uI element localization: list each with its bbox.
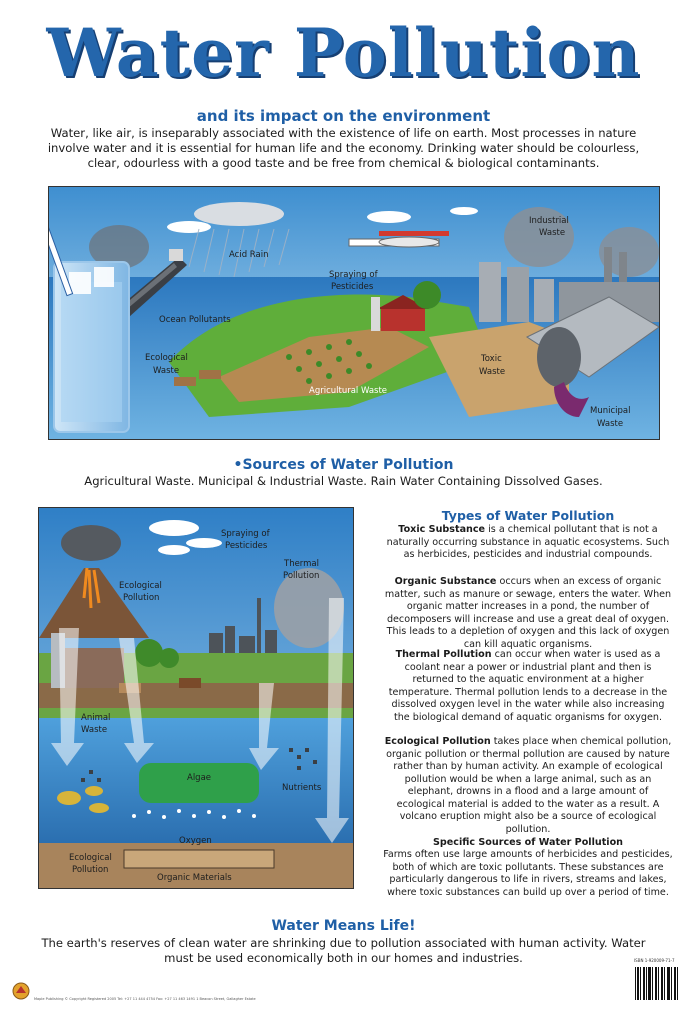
organic-materials-box: [124, 850, 274, 868]
water-means-life-heading: Water Means Life!: [271, 918, 416, 934]
cloud: [194, 202, 284, 226]
ecological-pollution-paragraph: [383, 736, 673, 836]
tree: [159, 648, 179, 668]
barn: [381, 307, 425, 331]
label-ecological-pollution-bottom: Pollution: [72, 865, 109, 875]
label-algae: Algae: [187, 773, 212, 783]
tree: [135, 639, 163, 667]
silo: [371, 297, 380, 331]
poster-title: Water Pollution: [46, 14, 641, 92]
pollution-cycle-svg: [39, 508, 353, 888]
specific-sources-text: Farms often use large amounts of herbicides and pesticides, both of which are toxic pollutants. These substances are particularly dangerous to life in rivers, streams and lakes, where toxic substances can build up over a period of time.: [383, 849, 673, 898]
label-ecological: Ecological: [119, 581, 162, 591]
isbn-barcode: [634, 958, 680, 1006]
thermal-pollution-term: Thermal Pollution: [395, 649, 492, 660]
cloud: [167, 221, 211, 233]
thermal-pollution-paragraph: [383, 649, 673, 724]
toxic-substance-term: Toxic Substance: [398, 524, 486, 535]
water-means-life-text: The earth's reserves of clean water are shrinking due to pollution associated with human activity. Water must be used economically both in our homes and industries.: [41, 936, 646, 965]
organic-substance-paragraph: [383, 576, 673, 651]
organic-substance-term: Organic Substance: [394, 576, 497, 587]
ecological-pollution-term: Ecological Pollution: [384, 736, 491, 747]
sources-text: Agricultural Waste. Municipal & Industrial Waste. Rain Water Containing Dissolved Gases.: [84, 474, 603, 488]
label-acid-rain: Acid Rain: [229, 250, 269, 260]
label-animal: Animal: [81, 713, 111, 723]
cloud: [149, 520, 199, 536]
isbn-text: ISBN 1-920009-71-7: [634, 958, 675, 963]
label-spraying: Spraying of: [329, 270, 378, 280]
environment-illustration: [48, 186, 660, 440]
label-organic-materials: Organic Materials: [157, 873, 232, 883]
label-industrial-waste: Waste: [539, 228, 566, 238]
toxic-substance-paragraph: [383, 524, 673, 562]
label-agricultural-waste: Agricultural Waste: [309, 386, 388, 396]
thermal-pollution-text: can occur when water is used as a coolant near a power or industrial plant and then is returned to the aquatic environment at a higher temperature. Thermal pollution lends to a decrease in the dissolved oxygen level in the water while also increasing the biological demand of aquatic organisms for oxygen.: [388, 649, 668, 723]
cloud: [450, 207, 478, 215]
pollution-cycle-illustration: [38, 507, 354, 889]
label-nutrients: Nutrients: [282, 783, 322, 793]
volcano-smoke: [61, 525, 121, 561]
cloud: [186, 538, 222, 548]
poster-subtitle: and its impact on the environment: [196, 107, 491, 125]
label-oxygen: Oxygen: [179, 836, 212, 846]
algae-mat: [139, 763, 259, 803]
label-ecological-bottom: Ecological: [69, 853, 112, 863]
label-municipal: Municipal: [590, 406, 631, 416]
barcode-icon: [634, 965, 680, 1005]
label-industrial: Industrial: [529, 216, 569, 226]
tree: [413, 281, 441, 309]
label-toxic-waste: Waste: [479, 367, 506, 377]
specific-sources-heading-text: Specific Sources of Water Pollution: [432, 837, 623, 848]
label-ecological-pollution: Pollution: [123, 593, 160, 603]
specific-sources-heading: [383, 837, 673, 850]
horse: [179, 678, 201, 688]
publisher-logo-icon: [12, 982, 30, 1000]
label-toxic: Toxic: [481, 354, 502, 364]
label-ecological-waste: Waste: [153, 366, 180, 376]
types-heading: Types of Water Pollution: [441, 508, 615, 523]
label-animal-waste: Waste: [81, 725, 108, 735]
label-thermal: Thermal: [284, 559, 320, 569]
organic-substance-text: occurs when an excess of organic matter, such as manure or sewage, enters the water. When organic matter increases in a pond, the number of decomposers will increase and use a great deal of oxygen. This leads to a depletion of oxygen and this lack of oxygen can kill aquatic organisms.: [384, 576, 672, 650]
label-pesticides: Pesticides: [331, 282, 374, 292]
label-ocean-pollutants: Ocean Pollutants: [159, 315, 231, 325]
label-spraying: Spraying of: [221, 529, 270, 539]
publisher-footer: Maple Publishing © Copyright Registered 2005 Tel: +27 11 444 4754 Fax: +27 11 463 1491 1 Beacon Street, Gallagher Estate: [34, 997, 256, 1001]
toxic-substance-text: is a chemical pollutant that is not a naturally occurring substance in aquatic ecosystems. Such as herbicides, pesticides and industrial compounds.: [386, 524, 670, 560]
environment-scene-svg: [49, 187, 659, 439]
label-municipal-waste: Waste: [597, 419, 624, 429]
cloud: [158, 545, 190, 555]
label-pesticides: Pesticides: [225, 541, 268, 551]
cloud: [367, 211, 411, 223]
label-thermal-pollution: Pollution: [283, 571, 320, 581]
ecological-pollution-text: takes place when chemical pollution, organic pollution or thermal pollution are caused by nature rather than by human activity. An example of ecological pollution would be when a large animal, such as an elephant, drowns in a flood and a large amount of ecological material is added to the water as a result. A volcano eruption might also be a source of ecological pollution.: [386, 736, 672, 835]
intro-paragraph: Water, like air, is inseparably associated with the existence of life on earth. Most processes in nature involve water and it is essential for human life and the economy. Drinking water should be colourless, clear, odourless with a good taste and be free from chemical & biological contaminants.: [47, 126, 640, 170]
sources-heading: •Sources of Water Pollution: [233, 457, 454, 473]
label-ecological: Ecological: [145, 353, 188, 363]
